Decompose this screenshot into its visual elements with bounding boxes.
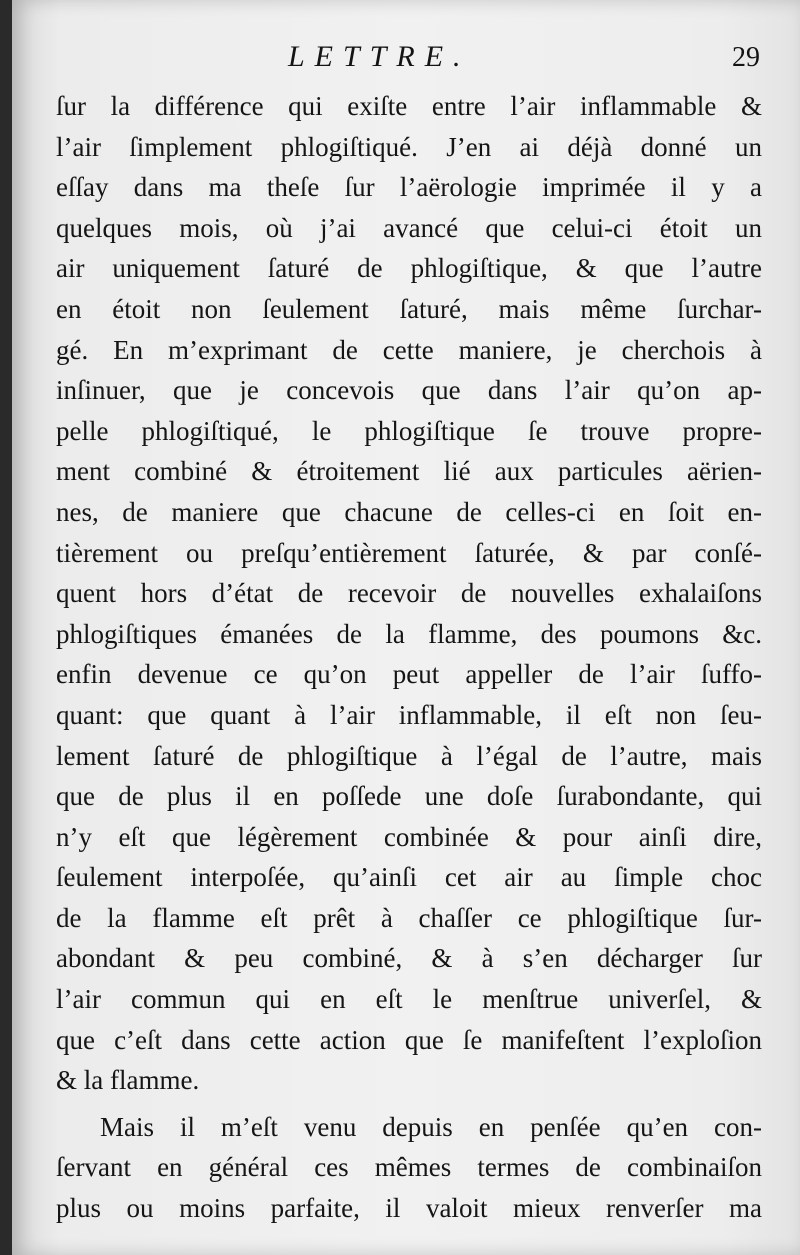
text-line: eſſay dans ma theſe ſur l’aërologie imprimée il y a [56, 172, 762, 203]
text-line: quent hors d’état de recevoir de nouvelles exhalaiſons [56, 578, 762, 609]
text-line: tièrement ou preſqu’entièrement ſaturée, & par conſé- [56, 537, 762, 568]
text-line: abondant & peu combiné, & à s’en décharger ſur [56, 943, 762, 974]
body-text [56, 86, 762, 1229]
text-line: quelques mois, où j’ai avancé que celui-ci étoit un [56, 212, 762, 243]
text-line: ment combiné & étroitement lié aux particules aërien- [56, 456, 762, 487]
page-number: 29 [732, 42, 760, 73]
page-header [12, 40, 800, 80]
text-line: que c’eſt dans cette action que ſe manifeſtent l’exploſion [56, 1024, 762, 1055]
text-line: air uniquement ſaturé de phlogiſtique, & que l’autre [56, 253, 762, 284]
text-line: gé. En m’exprimant de cette maniere, je cherchois à [56, 334, 762, 365]
text-line: ſur la différence qui exiſte entre l’air inflammable & [56, 91, 762, 121]
text-line: ſeulement interpoſée, qu’ainſi cet air au ſimple choc [56, 862, 762, 893]
text-line: nes, de maniere que chacune de celles-ci en ſoit en- [56, 496, 762, 527]
text-line: lement ſaturé de phlogiſtique à l’égal de l’autre, mais [56, 740, 762, 771]
text-line: pelle phlogiſtiqué, le phlogiſtique ſe trouve propre- [56, 415, 762, 446]
text-line: quant: que quant à l’air inflammable, il eſt non ſeu- [56, 699, 762, 730]
running-title: LETTRE. [288, 40, 471, 73]
text-line: ſervant en général ces mêmes termes de combinaiſon [56, 1152, 762, 1183]
paragraph-end-line: & la flamme. [56, 1065, 200, 1096]
paragraph-start-line: Mais il m’eſt venu depuis en penſée qu’en con- [100, 1111, 762, 1142]
text-line: enfin devenue ce qu’on peut appeller de l’air ſuffo- [56, 659, 762, 690]
text-line: n’y eſt que légèrement combinée & pour ainſi dire, [56, 821, 762, 852]
text-line: l’air commun qui en eſt le menſtrue univerſel, & [56, 984, 762, 1015]
text-line: de la flamme eſt prêt à chaſſer ce phlogiſtique ſur- [56, 902, 762, 933]
book-page [12, 0, 800, 1255]
text-line: inſinuer, que je concevois que dans l’air qu’on ap- [56, 375, 762, 406]
text-line: en étoit non ſeulement ſaturé, mais même ſurchar- [56, 293, 762, 324]
text-line: l’air ſimplement phlogiſtiqué. J’en ai déjà donné un [56, 131, 762, 162]
text-line: que de plus il en poſſede une doſe ſurabondante, qui [56, 781, 762, 812]
text-line: plus ou moins parfaite, il valoit mieux renverſer ma [56, 1193, 762, 1224]
text-line: phlogiſtiques émanées de la flamme, des poumons &c. [56, 618, 762, 649]
